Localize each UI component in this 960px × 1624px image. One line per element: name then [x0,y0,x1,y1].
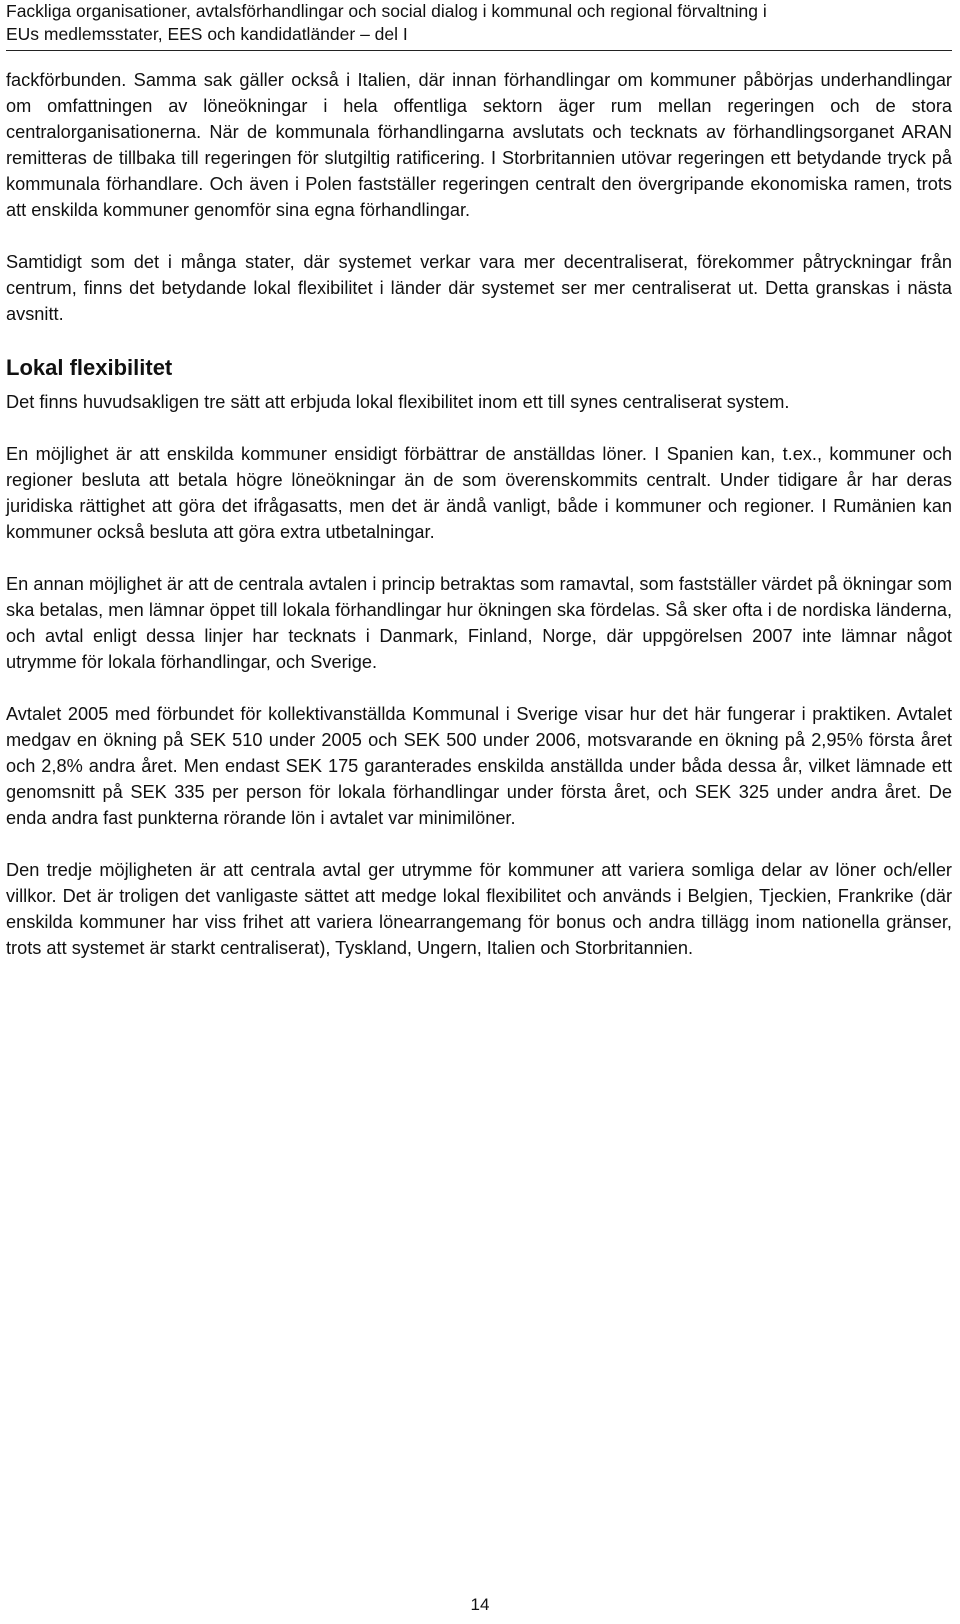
document-body [6,67,952,987]
section-heading: Lokal flexibilitet [6,355,173,380]
body-paragraph: Den tredje möjligheten är att centrala avtal ger utrymme för kommuner att variera somliga delar av löner och/eller villkor. Det är troligen det vanligaste sättet att medge lokal flexibilitet och används i Belgien, Tjeckien, Frankrike (där enskilda kommuner har viss frihet att variera lönearrangemang för bonus och andra tillägg inom nationella gränser, trots att systemet är starkt centraliserat), Tyskland, Ungern, Italien och Storbritannien. [6,860,952,958]
body-paragraph: Avtalet 2005 med förbundet för kollektivanställda Kommunal i Sverige visar hur det här fungerar i praktiken. Avtalet medgav en ökning på SEK 510 under 2005 och SEK 500 under 2006, motsvarande en ökning på 2,95% första året och 2,8% andra året. Men endast SEK 175 garanterades enskilda anställda under båda dessa år, vilket lämnade ett genomsnitt på SEK 335 per person för lokala förhandlingar under första året, och SEK 325 under andra året. De enda andra fast punkterna rörande lön i avtalet var minimilöner. [6,704,952,828]
page-number: 14 [470,1595,490,1614]
body-paragraph: En annan möjlighet är att de centrala avtalen i princip betraktas som ramavtal, som fastställer värdet på ökningar som ska betalas, men lämnar öppet till lokala förhandlingar hur ökningen ska fördelas. Så sker ofta i de nordiska länderna, och avtal enligt dessa linjer har tecknats i Danmark, Finland, Norge, där uppgörelsen 2007 inte lämnar något utrymme för lokala förhandlingar, och Sverige. [6,574,952,672]
header-divider [6,50,952,51]
running-header [6,0,952,46]
body-paragraph: En möjlighet är att enskilda kommuner ensidigt förbättrar de anställdas löner. I Spanien kan, t.ex., kommuner och regioner besluta att betala högre löneökningar än de som överenskommits centralt. Under tidigare år har deras juridiska rättighet att göra det ifrågasatts, men det är ändå vanligt, både i kommuner och regioner. I Rumänien kan kommuner också besluta att göra extra utbetalningar. [6,444,952,542]
body-paragraph: fackförbunden. Samma sak gäller också i Italien, där innan förhandlingar om kommuner påbörjas underhandlingar om omfattningen av löneökningar i hela offentliga sektorn äger rum mellan regeringen och de stora centralorganisationerna. När de kommunala förhandlingarna avslutats och tecknats av förhandlingsorganet ARAN remitteras de tillbaka till regeringen för slutgiltig ratificering. I Storbritannien utövar regeringen ett betydande tryck på kommunala förhandlare. Och även i Polen fastställer regeringen centralt den övergripande ekonomiska ramen, trots att enskilda kommuner genomför sina egna förhandlingar. [6,70,952,220]
body-paragraph: Det finns huvudsakligen tre sätt att erbjuda lokal flexibilitet inom ett till synes centraliserat system. [6,392,790,412]
running-header-line-2: EUs medlemsstater, EES och kandidatländer – del I [6,24,408,44]
running-header-line-1: Fackliga organisationer, avtalsförhandlingar och social dialog i kommunal och regional förvaltning i [6,1,767,21]
body-paragraph: Samtidigt som det i många stater, där systemet verkar vara mer decentraliserat, förekommer påtryckningar från centrum, finns det betydande lokal flexibilitet i länder där systemet ser mer centraliserat ut. Detta granskas i nästa avsnitt. [6,252,952,324]
